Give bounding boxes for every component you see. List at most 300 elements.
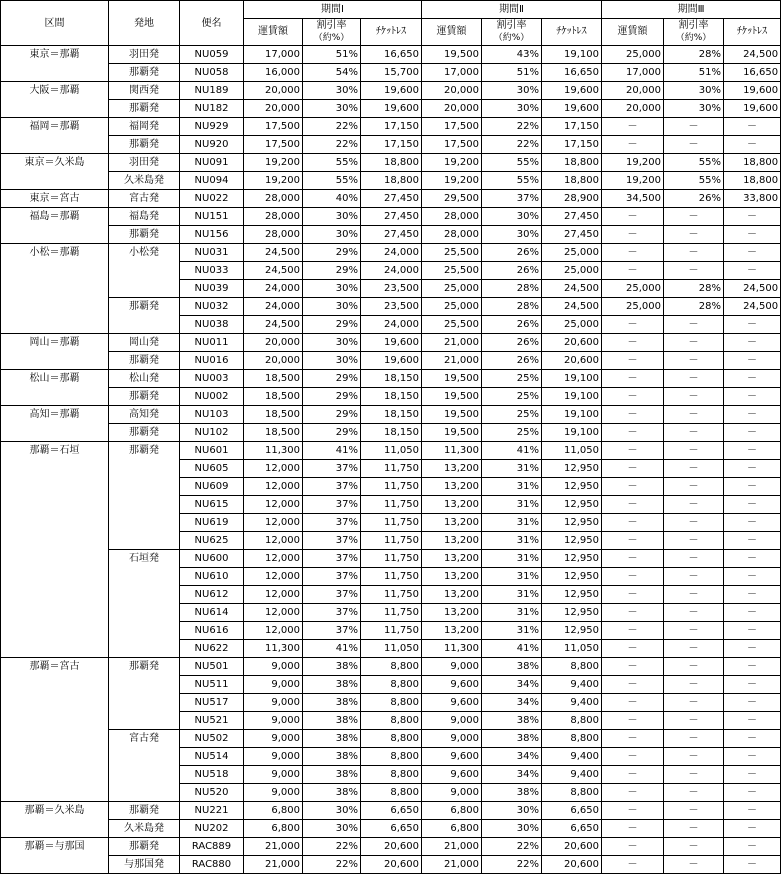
discount-cell: 22% — [482, 118, 542, 136]
ticketless-cell: － — [724, 766, 781, 784]
discount-cell: 38% — [303, 676, 361, 694]
fare-cell: 28,000 — [244, 190, 303, 208]
fare-cell: 6,800 — [422, 802, 482, 820]
ticketless-cell: 25,000 — [542, 316, 602, 334]
fare-cell: － — [602, 424, 664, 442]
discount-cell: 38% — [303, 730, 361, 748]
flight-number: NU520 — [180, 784, 244, 802]
table-row — [1, 82, 781, 100]
ticketless-cell: 18,800 — [361, 154, 422, 172]
ticketless-cell: 6,650 — [542, 802, 602, 820]
discount-cell: 26% — [482, 262, 542, 280]
origin-cell: 福島発 — [109, 208, 180, 226]
table-row — [1, 406, 781, 424]
ticketless-cell: 8,800 — [361, 676, 422, 694]
header-ticketless: ﾁｹｯﾄﾚｽ — [724, 19, 781, 46]
table-body — [1, 46, 781, 874]
flight-number: NU221 — [180, 802, 244, 820]
discount-cell: 29% — [303, 424, 361, 442]
table-header — [1, 1, 781, 46]
fare-cell: － — [602, 694, 664, 712]
flight-number: NU619 — [180, 514, 244, 532]
fare-cell: － — [602, 676, 664, 694]
ticketless-cell: 20,600 — [361, 856, 422, 874]
fare-cell: 21,000 — [422, 838, 482, 856]
ticketless-cell: － — [724, 640, 781, 658]
fare-cell: － — [602, 514, 664, 532]
fare-cell: 6,800 — [244, 802, 303, 820]
origin-cell: 松山発 — [109, 370, 180, 388]
fare-cell: 9,000 — [422, 712, 482, 730]
table-row — [1, 370, 781, 388]
origin-cell: 那覇発 — [109, 838, 180, 856]
discount-cell: － — [664, 316, 724, 334]
fare-cell: 20,000 — [602, 82, 664, 100]
ticketless-cell: － — [724, 532, 781, 550]
route-section: 那覇＝石垣 — [1, 442, 109, 658]
origin-cell: 那覇発 — [109, 100, 180, 118]
table-row — [1, 550, 781, 568]
ticketless-cell: 19,100 — [542, 370, 602, 388]
ticketless-cell: 15,700 — [361, 64, 422, 82]
origin-cell: 那覇発 — [109, 802, 180, 820]
discount-cell: － — [664, 550, 724, 568]
fare-cell: 12,000 — [244, 478, 303, 496]
fare-cell: 11,300 — [422, 442, 482, 460]
fare-cell: 24,000 — [244, 298, 303, 316]
header-discount-label: 割引率 — [496, 20, 527, 31]
table-row — [1, 46, 781, 64]
fare-cell: 9,000 — [244, 766, 303, 784]
discount-cell: － — [664, 442, 724, 460]
discount-cell: － — [664, 676, 724, 694]
ticketless-cell: － — [724, 550, 781, 568]
table-row — [1, 424, 781, 442]
ticketless-cell: － — [724, 226, 781, 244]
discount-cell: 29% — [303, 316, 361, 334]
ticketless-cell: 18,800 — [724, 154, 781, 172]
ticketless-cell: 8,800 — [542, 730, 602, 748]
origin-cell: 羽田発 — [109, 46, 180, 64]
ticketless-cell: 12,950 — [542, 550, 602, 568]
fare-cell: 9,600 — [422, 748, 482, 766]
ticketless-cell: － — [724, 712, 781, 730]
ticketless-cell: 25,000 — [542, 244, 602, 262]
fare-cell: 28,000 — [422, 226, 482, 244]
origin-cell: 久米島発 — [109, 172, 180, 190]
fare-cell: － — [602, 784, 664, 802]
ticketless-cell: 11,750 — [361, 478, 422, 496]
header-period-1: 期間Ⅰ — [244, 1, 422, 19]
table-row — [1, 172, 781, 190]
header-period-2: 期間Ⅱ — [422, 1, 602, 19]
table-row — [1, 208, 781, 226]
ticketless-cell: 8,800 — [361, 730, 422, 748]
ticketless-cell: 27,450 — [542, 226, 602, 244]
origin-cell: 宮古発 — [109, 730, 180, 802]
route-section: 福島＝那覇 — [1, 208, 109, 244]
ticketless-cell: 33,800 — [724, 190, 781, 208]
ticketless-cell: 11,050 — [361, 640, 422, 658]
header-discount — [482, 19, 542, 46]
table-row — [1, 226, 781, 244]
flight-number: NU094 — [180, 172, 244, 190]
header-fare: 運賃額 — [422, 19, 482, 46]
flight-number: NU609 — [180, 478, 244, 496]
fare-cell: － — [602, 748, 664, 766]
discount-cell: 37% — [303, 496, 361, 514]
ticketless-cell: 20,600 — [542, 334, 602, 352]
discount-cell: 51% — [482, 64, 542, 82]
fare-cell: － — [602, 406, 664, 424]
discount-cell: 55% — [664, 154, 724, 172]
fare-cell: 9,000 — [244, 658, 303, 676]
ticketless-cell: 19,600 — [361, 82, 422, 100]
ticketless-cell: － — [724, 136, 781, 154]
flight-number: NU003 — [180, 370, 244, 388]
fare-cell: 17,000 — [602, 64, 664, 82]
ticketless-cell: － — [724, 370, 781, 388]
header-discount-label: 割引率 — [678, 20, 709, 31]
discount-cell: － — [664, 712, 724, 730]
discount-cell: 29% — [303, 406, 361, 424]
route-section: 高知＝那覇 — [1, 406, 109, 442]
fare-cell: 9,000 — [244, 712, 303, 730]
discount-cell: 37% — [303, 622, 361, 640]
discount-cell: － — [664, 352, 724, 370]
discount-cell: 37% — [303, 604, 361, 622]
fare-cell: 12,000 — [244, 532, 303, 550]
flight-number: RAC880 — [180, 856, 244, 874]
ticketless-cell: 17,150 — [542, 118, 602, 136]
fare-cell: 17,000 — [244, 46, 303, 64]
ticketless-cell: 16,650 — [542, 64, 602, 82]
ticketless-cell: － — [724, 820, 781, 838]
ticketless-cell: 18,800 — [361, 172, 422, 190]
flight-number: NU156 — [180, 226, 244, 244]
route-section: 福岡＝那覇 — [1, 118, 109, 154]
ticketless-cell: 20,600 — [542, 838, 602, 856]
fare-cell: 19,200 — [602, 172, 664, 190]
ticketless-cell: 28,900 — [542, 190, 602, 208]
discount-cell: 26% — [482, 244, 542, 262]
ticketless-cell: 11,750 — [361, 514, 422, 532]
origin-cell: 那覇発 — [109, 226, 180, 244]
origin-cell: 関西発 — [109, 82, 180, 100]
discount-cell: － — [664, 514, 724, 532]
fare-cell: － — [602, 586, 664, 604]
discount-cell: 55% — [482, 172, 542, 190]
fare-cell: 12,000 — [244, 550, 303, 568]
fare-cell: 13,200 — [422, 460, 482, 478]
route-section: 那覇＝宮古 — [1, 658, 109, 802]
ticketless-cell: 24,500 — [724, 46, 781, 64]
ticketless-cell: 16,650 — [724, 64, 781, 82]
fare-cell: － — [602, 766, 664, 784]
fare-cell: 25,000 — [422, 298, 482, 316]
flight-number: NU615 — [180, 496, 244, 514]
ticketless-cell: 19,600 — [542, 82, 602, 100]
discount-cell: 30% — [303, 352, 361, 370]
ticketless-cell: 12,950 — [542, 568, 602, 586]
discount-cell: 30% — [482, 82, 542, 100]
discount-cell: 22% — [303, 856, 361, 874]
fare-cell: 9,600 — [422, 676, 482, 694]
discount-cell: 34% — [482, 694, 542, 712]
discount-cell: － — [664, 424, 724, 442]
flight-number: NU011 — [180, 334, 244, 352]
discount-cell: 37% — [303, 568, 361, 586]
ticketless-cell: － — [724, 748, 781, 766]
ticketless-cell: 27,450 — [361, 190, 422, 208]
table-row — [1, 856, 781, 874]
fare-cell: 19,500 — [422, 406, 482, 424]
fare-cell: 18,500 — [244, 370, 303, 388]
ticketless-cell: 12,950 — [542, 586, 602, 604]
flight-number: NU022 — [180, 190, 244, 208]
discount-cell: 29% — [303, 388, 361, 406]
discount-cell: 34% — [482, 766, 542, 784]
table-row — [1, 298, 781, 316]
discount-cell: 38% — [482, 712, 542, 730]
route-section: 松山＝那覇 — [1, 370, 109, 406]
discount-cell: 55% — [482, 154, 542, 172]
origin-cell: 那覇発 — [109, 64, 180, 82]
ticketless-cell: 20,600 — [542, 856, 602, 874]
fare-cell: － — [602, 838, 664, 856]
ticketless-cell: 24,000 — [361, 244, 422, 262]
discount-cell: 31% — [482, 622, 542, 640]
ticketless-cell: － — [724, 802, 781, 820]
ticketless-cell: 24,500 — [542, 280, 602, 298]
discount-cell: 43% — [482, 46, 542, 64]
flight-number: RAC889 — [180, 838, 244, 856]
discount-cell: 31% — [482, 514, 542, 532]
discount-cell: 31% — [482, 586, 542, 604]
fare-cell: 24,500 — [244, 244, 303, 262]
flight-number: NU189 — [180, 82, 244, 100]
ticketless-cell: 23,500 — [361, 280, 422, 298]
ticketless-cell: 11,050 — [542, 640, 602, 658]
fare-cell: 17,500 — [244, 118, 303, 136]
fare-cell: 9,000 — [244, 784, 303, 802]
flight-number: NU610 — [180, 568, 244, 586]
fare-cell: 28,000 — [244, 208, 303, 226]
fare-cell: － — [602, 352, 664, 370]
discount-cell: 55% — [303, 172, 361, 190]
discount-cell: 41% — [303, 442, 361, 460]
fare-cell: 24,000 — [244, 280, 303, 298]
fare-cell: － — [602, 208, 664, 226]
discount-cell: 55% — [303, 154, 361, 172]
ticketless-cell: 24,000 — [361, 262, 422, 280]
discount-cell: 30% — [482, 208, 542, 226]
fare-cell: 19,200 — [244, 172, 303, 190]
route-section: 那覇＝与那国 — [1, 838, 109, 874]
discount-cell: 22% — [482, 856, 542, 874]
flight-number: NU616 — [180, 622, 244, 640]
discount-cell: 37% — [303, 460, 361, 478]
table-row — [1, 658, 781, 676]
fare-cell: 21,000 — [244, 856, 303, 874]
fare-cell: － — [602, 820, 664, 838]
discount-cell: 37% — [303, 550, 361, 568]
discount-cell: － — [664, 568, 724, 586]
ticketless-cell: － — [724, 424, 781, 442]
ticketless-cell: － — [724, 694, 781, 712]
flight-number: NU039 — [180, 280, 244, 298]
origin-cell: 那覇発 — [109, 388, 180, 406]
ticketless-cell: 18,150 — [361, 370, 422, 388]
fare-cell: 21,000 — [244, 838, 303, 856]
fare-cell: 18,500 — [244, 406, 303, 424]
ticketless-cell: 8,800 — [361, 748, 422, 766]
table-row — [1, 64, 781, 82]
ticketless-cell: 24,000 — [361, 316, 422, 334]
ticketless-cell: 12,950 — [542, 622, 602, 640]
discount-cell: 30% — [303, 820, 361, 838]
discount-cell: 55% — [664, 172, 724, 190]
ticketless-cell: 19,600 — [361, 334, 422, 352]
flight-number: NU518 — [180, 766, 244, 784]
fare-cell: － — [602, 334, 664, 352]
ticketless-cell: － — [724, 838, 781, 856]
fare-cell: 13,200 — [422, 514, 482, 532]
ticketless-cell: 18,150 — [361, 388, 422, 406]
flight-number: NU625 — [180, 532, 244, 550]
flight-number: NU151 — [180, 208, 244, 226]
fare-cell: － — [602, 478, 664, 496]
fare-cell: 9,000 — [422, 658, 482, 676]
discount-cell: 30% — [303, 226, 361, 244]
fare-cell: 29,500 — [422, 190, 482, 208]
fare-cell: － — [602, 856, 664, 874]
fare-cell: 13,200 — [422, 586, 482, 604]
fare-cell: 20,000 — [244, 100, 303, 118]
ticketless-cell: 19,600 — [724, 82, 781, 100]
ticketless-cell: 19,100 — [542, 46, 602, 64]
fare-cell: 25,000 — [602, 46, 664, 64]
flight-number: NU202 — [180, 820, 244, 838]
ticketless-cell: － — [724, 352, 781, 370]
fare-cell: 19,500 — [422, 388, 482, 406]
discount-cell: － — [664, 856, 724, 874]
route-section: 岡山＝那覇 — [1, 334, 109, 370]
flight-number: NU032 — [180, 298, 244, 316]
ticketless-cell: － — [724, 586, 781, 604]
fare-cell: 9,000 — [244, 694, 303, 712]
fare-cell: 6,800 — [422, 820, 482, 838]
header-discount-sub: （約%） — [313, 33, 350, 43]
fare-cell: 9,000 — [422, 784, 482, 802]
ticketless-cell: － — [724, 118, 781, 136]
discount-cell: 38% — [303, 748, 361, 766]
discount-cell: － — [664, 262, 724, 280]
fare-cell: － — [602, 532, 664, 550]
table-row — [1, 730, 781, 748]
fare-cell: － — [602, 496, 664, 514]
fare-cell: 12,000 — [244, 460, 303, 478]
ticketless-cell: － — [724, 856, 781, 874]
flight-number: NU514 — [180, 748, 244, 766]
discount-cell: 34% — [482, 748, 542, 766]
origin-cell: 高知発 — [109, 406, 180, 424]
fare-cell: 20,000 — [244, 352, 303, 370]
ticketless-cell: 18,800 — [542, 172, 602, 190]
ticketless-cell: － — [724, 334, 781, 352]
fare-cell: － — [602, 658, 664, 676]
fare-cell: 24,500 — [244, 316, 303, 334]
table-row — [1, 136, 781, 154]
fare-cell: 9,600 — [422, 766, 482, 784]
discount-cell: 51% — [664, 64, 724, 82]
discount-cell: 30% — [303, 208, 361, 226]
ticketless-cell: 11,750 — [361, 622, 422, 640]
ticketless-cell: 24,500 — [542, 298, 602, 316]
fare-cell: － — [602, 262, 664, 280]
flight-number: NU614 — [180, 604, 244, 622]
discount-cell: － — [664, 208, 724, 226]
route-section: 那覇＝久米島 — [1, 802, 109, 838]
fare-cell: 19,200 — [602, 154, 664, 172]
flight-number: NU605 — [180, 460, 244, 478]
ticketless-cell: 19,600 — [724, 100, 781, 118]
origin-cell: 福岡発 — [109, 118, 180, 136]
table-row — [1, 244, 781, 262]
discount-cell: 25% — [482, 406, 542, 424]
origin-cell: 那覇発 — [109, 136, 180, 154]
ticketless-cell: － — [724, 262, 781, 280]
fare-cell: 19,500 — [422, 424, 482, 442]
fare-cell: 11,300 — [244, 442, 303, 460]
discount-cell: 37% — [303, 532, 361, 550]
header-ticketless: ﾁｹｯﾄﾚｽ — [361, 19, 422, 46]
discount-cell: 38% — [303, 712, 361, 730]
fare-cell: 13,200 — [422, 622, 482, 640]
fare-cell: 12,000 — [244, 586, 303, 604]
table-row — [1, 838, 781, 856]
fare-cell: 9,000 — [422, 730, 482, 748]
ticketless-cell: 18,150 — [361, 424, 422, 442]
discount-cell: － — [664, 334, 724, 352]
discount-cell: 51% — [303, 46, 361, 64]
discount-cell: 26% — [482, 316, 542, 334]
discount-cell: 41% — [482, 640, 542, 658]
discount-cell: － — [664, 838, 724, 856]
ticketless-cell: 12,950 — [542, 496, 602, 514]
table-row — [1, 100, 781, 118]
fare-cell: 28,000 — [244, 226, 303, 244]
fare-cell: 21,000 — [422, 856, 482, 874]
ticketless-cell: 8,800 — [542, 658, 602, 676]
table-row — [1, 190, 781, 208]
discount-cell: 25% — [482, 370, 542, 388]
fare-cell: 25,500 — [422, 244, 482, 262]
fare-cell: 12,000 — [244, 604, 303, 622]
flight-number: NU016 — [180, 352, 244, 370]
fare-cell: 28,000 — [422, 208, 482, 226]
ticketless-cell: 20,600 — [542, 352, 602, 370]
fare-cell: 21,000 — [422, 334, 482, 352]
ticketless-cell: 24,500 — [724, 298, 781, 316]
discount-cell: － — [664, 820, 724, 838]
fare-cell: 12,000 — [244, 622, 303, 640]
discount-cell: － — [664, 478, 724, 496]
fare-cell: 25,000 — [602, 280, 664, 298]
origin-cell: 那覇発 — [109, 424, 180, 442]
flight-number: NU622 — [180, 640, 244, 658]
discount-cell: － — [664, 694, 724, 712]
